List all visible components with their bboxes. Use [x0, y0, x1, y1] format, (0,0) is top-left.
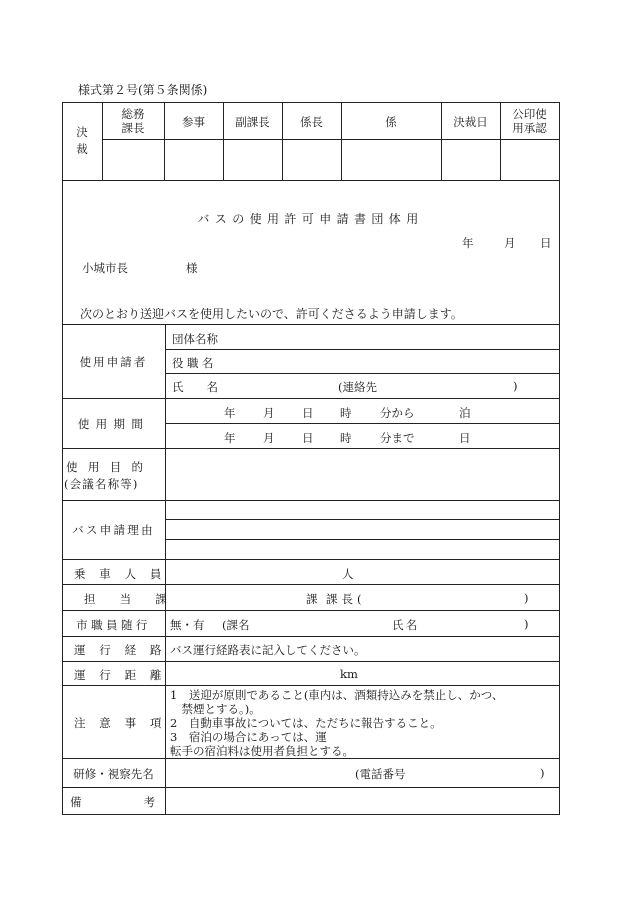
- period-from-hour: 時: [340, 406, 352, 420]
- period-to-hour: 時: [340, 431, 352, 445]
- notes-line: 1 送迎が原則であること(車内は、酒類持込みを禁止し、かつ、: [170, 688, 504, 702]
- date-unit-day: 日: [540, 236, 552, 250]
- period-to-month: 月: [263, 431, 275, 445]
- approval-header-counselor: 参事: [182, 115, 205, 129]
- intro-text: 次のとおり送迎バスを使用したいので、許可くださるよう申請します。: [80, 307, 463, 321]
- distance-label: 運行距離: [74, 668, 176, 682]
- date-unit-month: 月: [504, 236, 516, 250]
- addressee-name: 小城市長: [82, 261, 128, 275]
- passengers-field[interactable]: [166, 560, 336, 584]
- approval-header-staff: 係: [385, 115, 397, 129]
- approval-header-seal: 公印使 用承認: [512, 107, 547, 135]
- contact-close: ): [513, 379, 518, 393]
- period-days: 日: [459, 431, 471, 445]
- staff-section-field[interactable]: [262, 612, 387, 635]
- approval-side-label-1: 決: [76, 125, 88, 139]
- department-close: ): [524, 591, 529, 605]
- distance-field[interactable]: [166, 662, 336, 685]
- org-name-label: 団体名称: [172, 332, 218, 346]
- contact-label: (連絡先: [338, 380, 377, 394]
- approval-stamp-box[interactable]: [283, 140, 341, 180]
- remarks-label: 備考: [70, 795, 218, 809]
- staff-name-field[interactable]: [422, 612, 520, 635]
- period-from-month: 月: [263, 406, 275, 420]
- staff-name-label: 氏名: [392, 618, 420, 632]
- contact-field[interactable]: [390, 375, 510, 397]
- department-field[interactable]: [380, 586, 520, 609]
- purpose-label: 使用目的: [66, 460, 154, 474]
- period-label: 使用期間: [77, 417, 150, 431]
- reason-field[interactable]: [166, 501, 559, 559]
- department-section: 課: [306, 592, 318, 606]
- route-text: バス運行経路表に記入してください。: [170, 643, 366, 657]
- notes-line: 転手の宿泊料は使用者負担とする。: [170, 744, 354, 758]
- training-phone-field[interactable]: [420, 760, 535, 786]
- position-field[interactable]: [230, 351, 558, 372]
- date-unit-year: 年: [462, 236, 474, 250]
- approval-side-label-2: 裁: [76, 142, 88, 156]
- approval-stamp-box[interactable]: [224, 140, 282, 180]
- org-name-field[interactable]: [230, 326, 558, 348]
- reason-label: バス申請理由: [72, 523, 155, 537]
- period-to-day: 日: [302, 431, 314, 445]
- approval-header-decision-date: 決裁日: [453, 115, 488, 129]
- approval-stamp-box[interactable]: [442, 140, 500, 180]
- notes-line: 3 宿泊の場合にあっては、運: [170, 730, 327, 744]
- distance-unit: km: [340, 667, 358, 681]
- approval-header-deputy-manager: 副課長: [235, 115, 270, 129]
- period-from-year: 年: [224, 406, 236, 420]
- notes-label: 注意事項: [74, 716, 176, 730]
- period-from-day: 日: [302, 406, 314, 420]
- training-label: 研修・視察先名: [73, 767, 154, 781]
- training-name-field[interactable]: [166, 760, 350, 786]
- passengers-label: 乗車人員: [74, 567, 176, 581]
- position-label: 役職名: [172, 356, 217, 370]
- period-to-minute: 分まで: [380, 431, 415, 445]
- form-number: 様式第２号(第５条関係): [78, 83, 208, 97]
- approval-header-chief: 係長: [300, 115, 323, 129]
- training-close: ): [540, 766, 545, 780]
- name-field[interactable]: [230, 375, 330, 397]
- remarks-field[interactable]: [166, 788, 559, 814]
- purpose-field[interactable]: [166, 449, 559, 500]
- approval-stamp-box[interactable]: [103, 140, 164, 180]
- period-nights: 泊: [459, 406, 471, 420]
- approval-stamp-box[interactable]: [165, 140, 223, 180]
- approval-stamp-box[interactable]: [501, 140, 559, 180]
- approval-header-general-manager: 総務 課長: [121, 107, 145, 135]
- department-chief: 課長(: [326, 592, 366, 606]
- staff-accompany-label: 市職員随行: [76, 618, 151, 632]
- notes-line: 禁煙とする。)。: [170, 702, 261, 716]
- notes-line: 2 自動車事故については、ただちに報告すること。: [170, 716, 442, 730]
- name-label: 氏 名: [172, 380, 218, 394]
- purpose-label-sub: (会議名称等): [64, 477, 139, 491]
- approval-stamp-box[interactable]: [342, 140, 441, 180]
- period-from-minute: 分から: [380, 406, 415, 420]
- passengers-unit: 人: [342, 567, 354, 581]
- period-to-year: 年: [224, 431, 236, 445]
- applicant-label: 使用申請者: [79, 355, 148, 369]
- staff-close: ): [524, 617, 529, 631]
- staff-section-label: (課名: [222, 618, 250, 632]
- training-phone-label: (電話番号: [355, 767, 406, 781]
- route-label: 運行経路: [74, 643, 176, 657]
- form-title: バスの使用許可申請書団体用: [197, 212, 424, 226]
- staff-options[interactable]: 無・有: [170, 618, 205, 632]
- addressee-honorific: 様: [186, 261, 198, 275]
- department-label: 担当課: [84, 592, 191, 606]
